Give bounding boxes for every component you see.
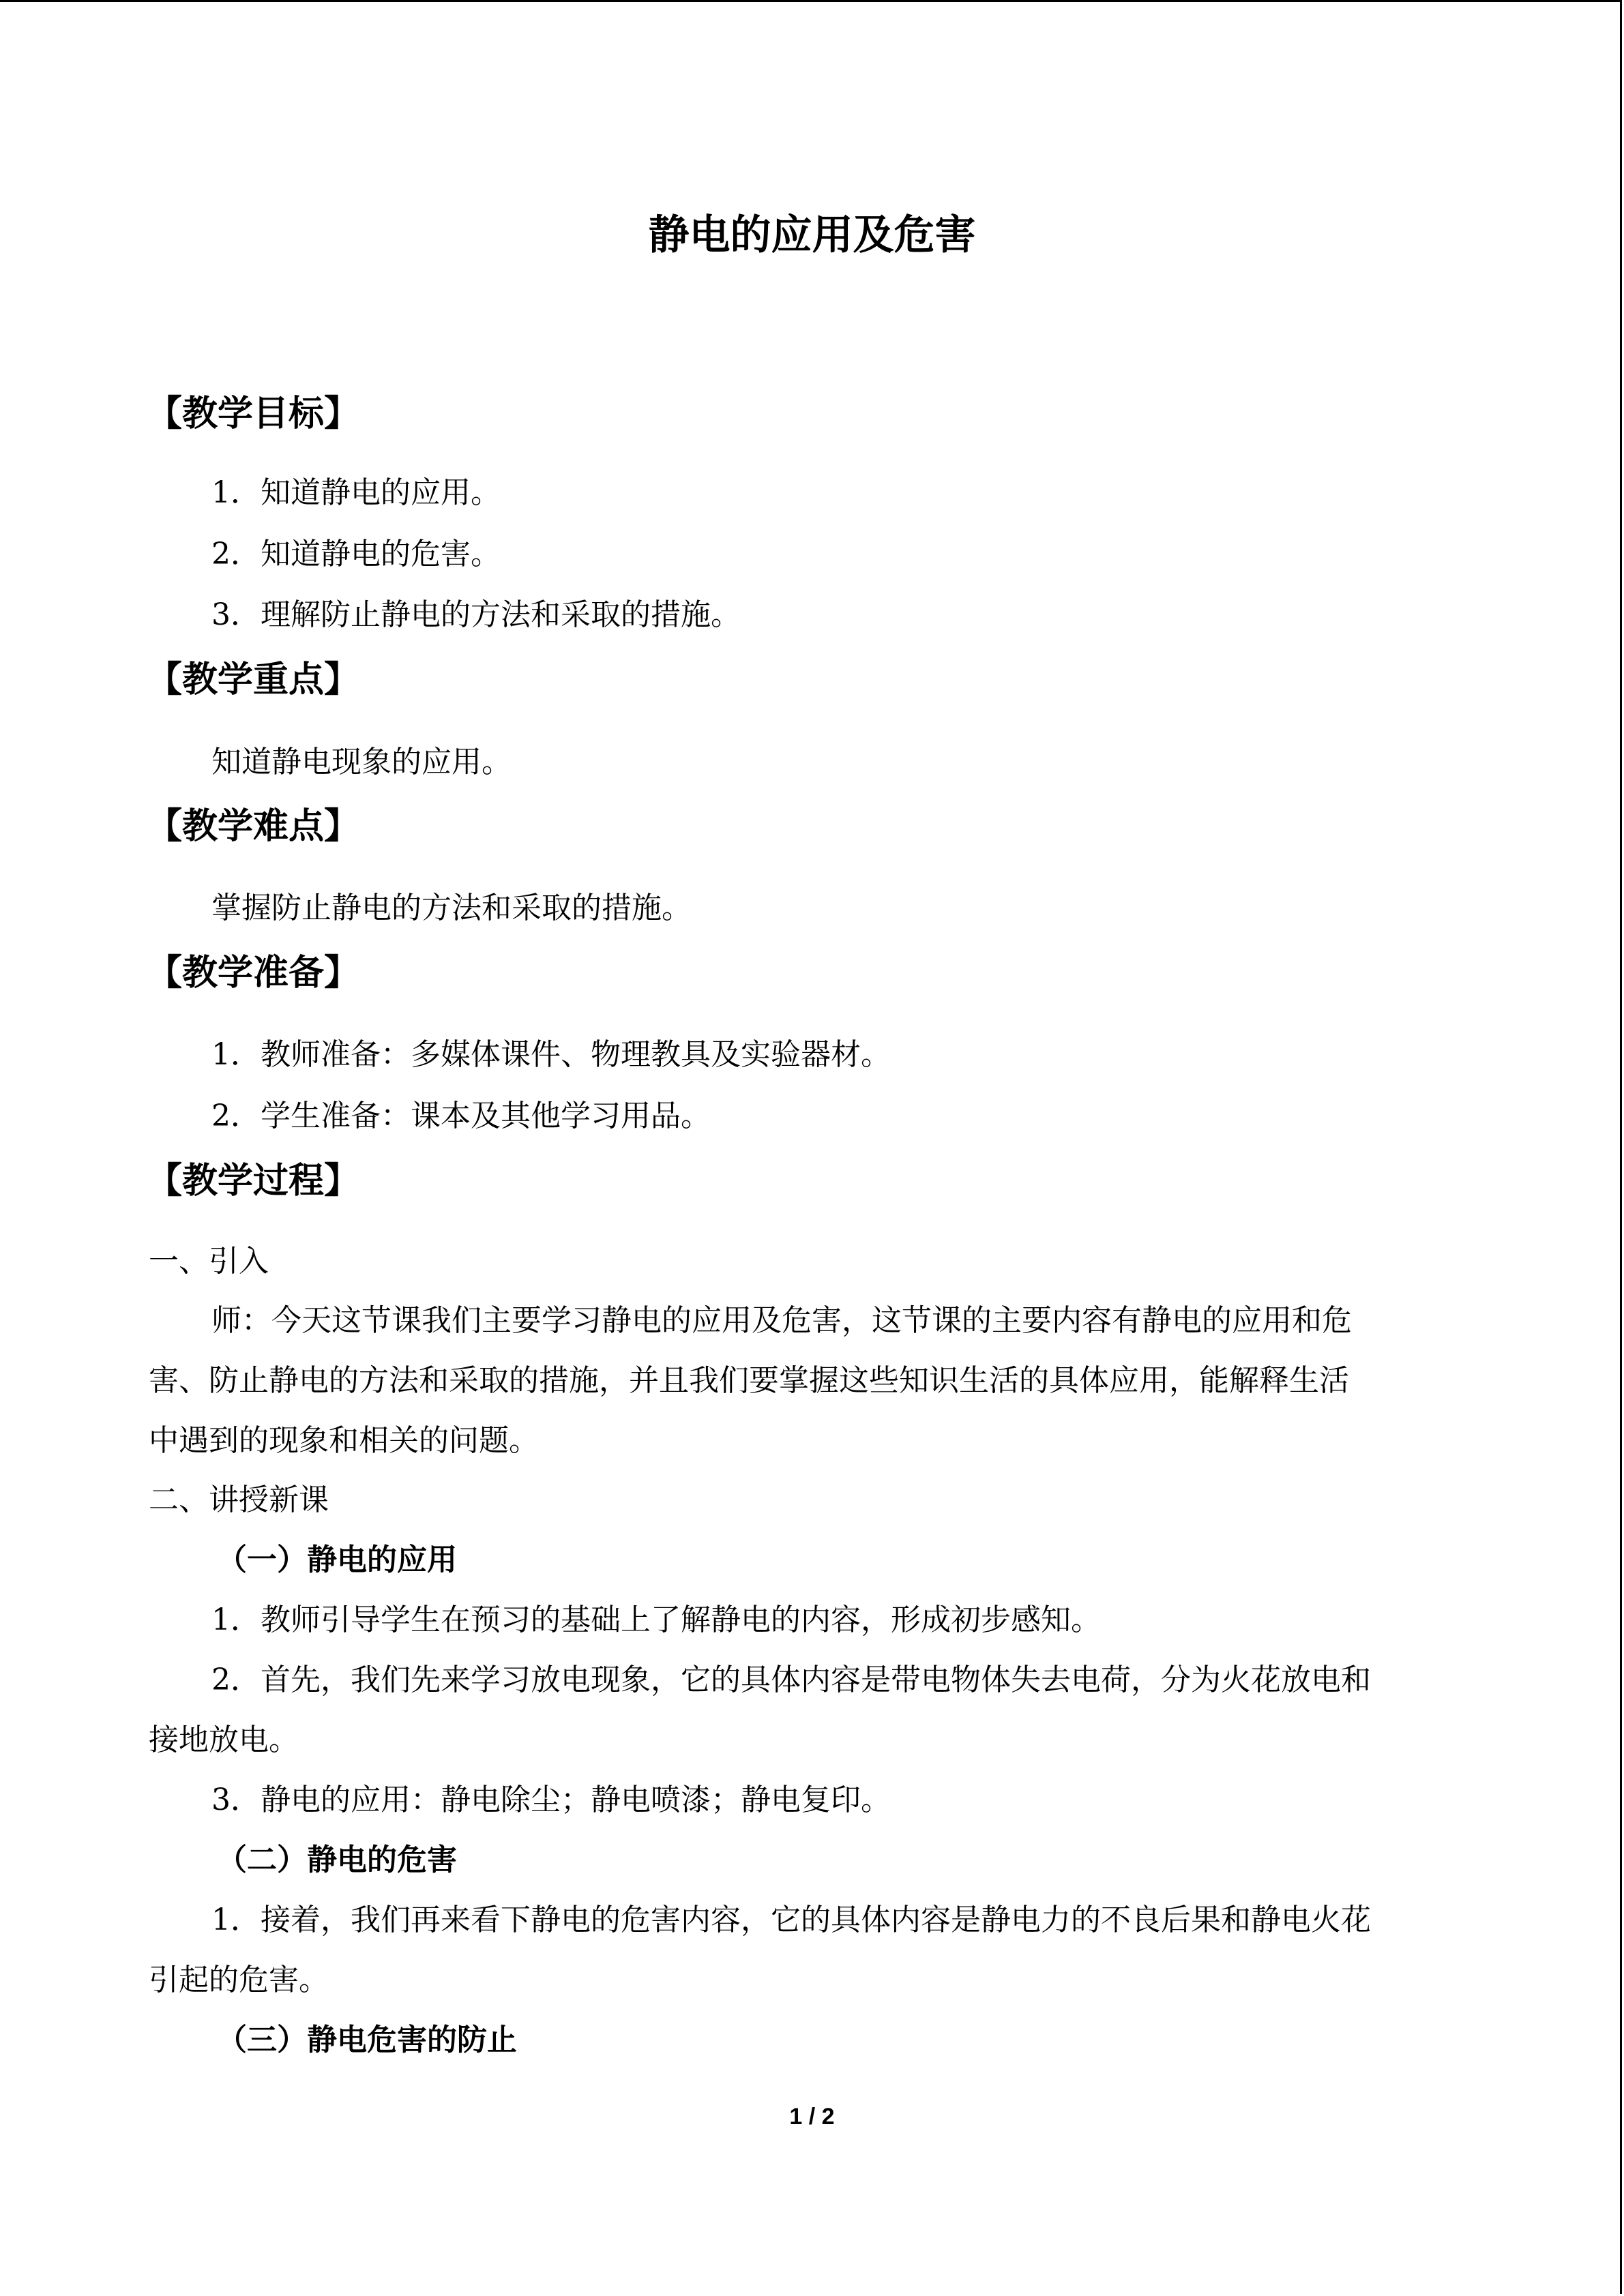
objective-item: 2．知道静电的危害。 xyxy=(211,537,501,571)
part3-heading: （三）静电危害的防止 xyxy=(217,2023,517,2057)
part2-item-line: 1．接着，我们再来看下静电的危害内容，它的具体内容是静电力的不良后果和静电火花 xyxy=(211,1903,1371,1937)
part1-item: 3．静电的应用：静电除尘；静电喷漆；静电复印。 xyxy=(211,1783,891,1817)
process-heading: 【教学过程】 xyxy=(147,1161,360,1202)
intro-paragraph-line: 中遇到的现象和相关的问题。 xyxy=(149,1423,539,1458)
key-point-text: 知道静电现象的应用。 xyxy=(211,745,512,779)
difficulty-heading: 【教学难点】 xyxy=(147,806,360,847)
part1-item: 1．教师引导学生在预习的基础上了解静电的内容，形成初步感知。 xyxy=(211,1602,1101,1637)
preparation-item: 1．教师准备：多媒体课件、物理教具及实验器材。 xyxy=(211,1037,891,1072)
difficulty-text: 掌握防止静电的方法和采取的措施。 xyxy=(211,891,692,925)
preparation-heading: 【教学准备】 xyxy=(147,953,360,994)
part2-heading: （二）静电的危害 xyxy=(217,1843,457,1877)
intro-paragraph-line: 害、防止静电的方法和采取的措施，并且我们要掌握这些知识生活的具体应用，能解释生活 xyxy=(149,1363,1349,1398)
page-number: 1 / 2 xyxy=(789,2104,835,2130)
intro-heading: 一、引入 xyxy=(149,1244,269,1279)
part1-heading: （一）静电的应用 xyxy=(217,1542,457,1577)
part2-item-line: 引起的危害。 xyxy=(149,1963,329,1997)
part1-item-line: 2．首先，我们先来学习放电现象，它的具体内容是带电物体失去电荷，分为火花放电和 xyxy=(211,1663,1371,1697)
preparation-item: 2．学生准备：课本及其他学习用品。 xyxy=(211,1099,711,1133)
objectives-heading: 【教学目标】 xyxy=(147,393,360,434)
new-lesson-heading: 二、讲授新课 xyxy=(149,1482,329,1517)
part1-item-line: 接地放电。 xyxy=(149,1723,299,1757)
key-point-heading: 【教学重点】 xyxy=(147,659,360,700)
objective-item: 1．知道静电的应用。 xyxy=(211,475,501,510)
document-title: 静电的应用及危害 xyxy=(648,211,976,259)
objective-item: 3．理解防止静电的方法和采取的措施。 xyxy=(211,597,741,632)
intro-paragraph-line: 师：今天这节课我们主要学习静电的应用及危害，这节课的主要内容有静电的应用和危 xyxy=(211,1303,1352,1338)
